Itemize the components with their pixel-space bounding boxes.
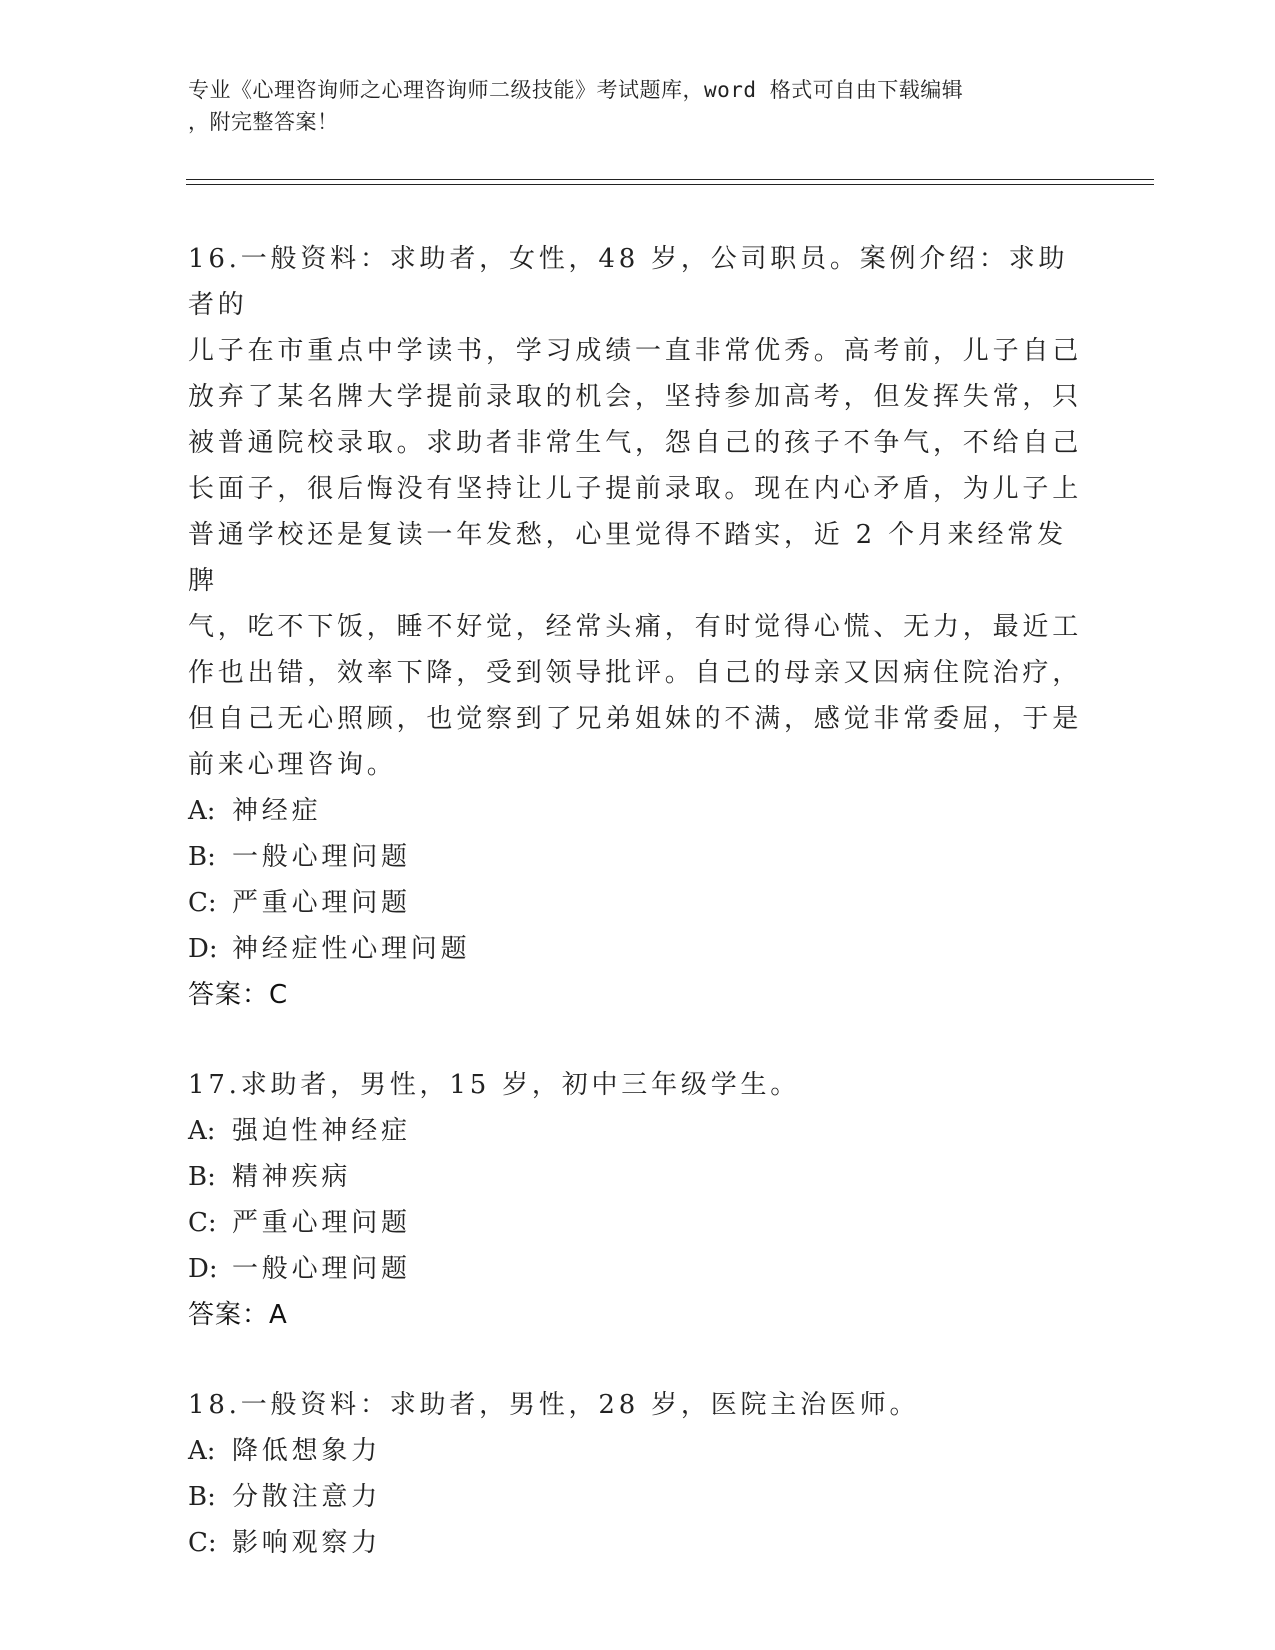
stem-line: 作也出错，效率下降，受到领导批评。自己的母亲又因病住院治疗， [188,658,1083,688]
option-key: D: [188,1254,218,1284]
option-text: 分散注意力 [232,1482,382,1512]
option-a [188,1428,1088,1474]
question-spacer [188,1018,1088,1062]
option-text: 降低想象力 [232,1436,382,1466]
option-key: A: [188,1436,216,1466]
header-note-line-2: ，附完整答案！ [188,110,339,134]
stem-line: 放弃了某名牌大学提前录取的机会，坚持参加高考，但发挥失常，只 [188,382,1083,412]
option-text: 影响观察力 [232,1528,382,1558]
option-text: 严重心理问题 [232,888,411,918]
option-key: C: [188,888,217,918]
option-text: 精神疾病 [232,1162,352,1192]
option-d [188,926,1088,972]
document-header-note [188,74,1088,138]
option-key: A: [188,796,216,826]
question-stem [188,1062,1088,1108]
question-18 [188,1382,1088,1566]
stem-line: 但自己无心照顾，也觉察到了兄弟姐妹的不满，感觉非常委屈，于是 [188,704,1083,734]
question-spacer [188,1338,1088,1382]
option-a [188,1108,1088,1154]
header-note-line-1: 专业《心理咨询师之心理咨询师二级技能》考试题库，word 格式可自由下载编辑 [188,78,964,102]
question-17 [188,1062,1088,1338]
option-key: C: [188,1528,217,1558]
question-stem [188,1382,1088,1428]
stem-line: 气，吃不下饭，睡不好觉，经常头痛，有时觉得心慌、无力，最近工 [188,612,1083,642]
option-key: C: [188,1208,217,1238]
answer-line: 答案：C [188,980,289,1010]
stem-line: 儿子在市重点中学读书，学习成绩一直非常优秀。高考前，儿子自己 [188,336,1083,366]
option-text: 神经症 [232,796,322,826]
header-divider-bottom [186,184,1154,185]
stem-line: 前来心理咨询。 [188,750,397,780]
option-key: D: [188,934,218,964]
stem-line: 16.一般资料：求助者，女性，48 岁，公司职员。案例介绍：求助者的 [188,244,1069,320]
option-b [188,1154,1088,1200]
option-text: 严重心理问题 [232,1208,411,1238]
option-key: B: [188,842,216,872]
stem-line: 17.求助者，男性，15 岁，初中三年级学生。 [188,1070,801,1100]
option-b [188,834,1088,880]
option-text: 一般心理问题 [232,842,411,872]
option-c [188,1200,1088,1246]
option-text: 一般心理问题 [232,1254,411,1284]
option-text: 强迫性神经症 [232,1116,411,1146]
option-key: B: [188,1482,216,1512]
option-key: A: [188,1116,216,1146]
answer-line: 答案：A [188,1300,288,1330]
option-c [188,880,1088,926]
stem-line: 普通学校还是复读一年发愁，心里觉得不踏实，近 2 个月来经常发脾 [188,520,1067,596]
stem-line: 长面子，很后悔没有坚持让儿子提前录取。现在内心矛盾，为儿子上 [188,474,1083,504]
option-text: 神经症性心理问题 [232,934,471,964]
option-key: B: [188,1162,216,1192]
stem-line: 被普通院校录取。求助者非常生气，怨自己的孩子不争气，不给自己 [188,428,1083,458]
option-d [188,1246,1088,1292]
option-c [188,1520,1088,1566]
question-stem [188,236,1088,788]
question-16 [188,236,1088,1018]
question-list [188,236,1088,1566]
option-a [188,788,1088,834]
option-b [188,1474,1088,1520]
stem-line: 18.一般资料：求助者，男性，28 岁，医院主治医师。 [188,1390,920,1420]
header-divider-top [186,179,1154,180]
